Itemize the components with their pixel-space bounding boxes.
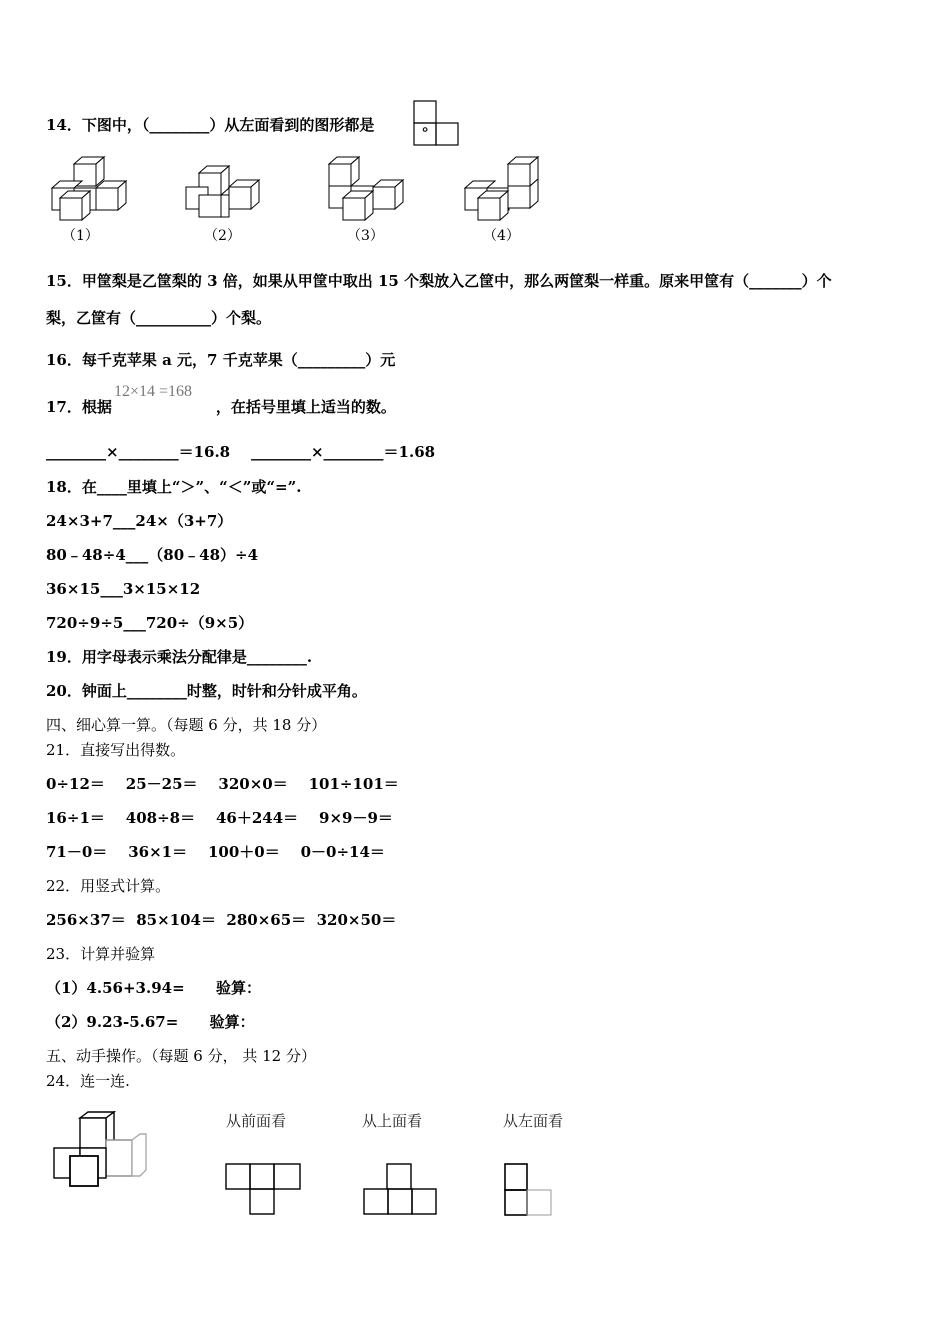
q22-title: 22．用竖式计算。 xyxy=(46,877,171,895)
q16-text: 16．每千克苹果 a 元，7 千克苹果（_________）元 xyxy=(46,351,396,369)
q22-row: 256×37＝ 85×104＝ 280×65＝ 320×50＝ xyxy=(46,911,397,929)
q23-item-2: （2）9.23-5.67= 验算： xyxy=(46,1013,255,1031)
q17-part-b: ，在括号里填上适当的数。 xyxy=(215,398,396,416)
q14-left-view-figure xyxy=(413,100,461,146)
section5-title: 五、动手操作。（每题 6 分， 共 12 分） xyxy=(46,1047,316,1065)
q24-label-front: 从前面看 xyxy=(226,1112,287,1130)
q18-item-2: 80﹣48÷4___（80﹣48）÷4 xyxy=(46,546,259,564)
q24-title: 24．连一连. xyxy=(46,1072,130,1090)
q14-blank: ________ xyxy=(149,116,210,134)
q14-caption-2: （2） xyxy=(204,228,241,244)
q14-cube-figure-4 xyxy=(462,156,544,222)
q18-item-4: 720÷9÷5___720÷（9×5） xyxy=(46,614,254,632)
q23-title: 23．计算并验算 xyxy=(46,945,156,963)
q14-cube-figure-3 xyxy=(326,156,408,222)
q14-text xyxy=(46,116,437,134)
q14-part-a: 14．下图中，（ xyxy=(46,116,150,134)
q14-caption-1: （1） xyxy=(62,228,99,244)
q20-text: 20．钟面上________时整，时针和分针成平角。 xyxy=(46,682,367,700)
q14-part-b: ）从左面看到的图形都是 xyxy=(209,116,375,134)
q17-text xyxy=(46,398,396,416)
q14-caption-4: （4） xyxy=(483,228,520,244)
q24-left-view-figure xyxy=(504,1163,560,1219)
q14-cube-figure-2 xyxy=(183,163,265,223)
q15-line2: 梨，乙筐有（__________）个梨。 xyxy=(46,309,272,327)
q18-item-1: 24×3+7___24×（3+7） xyxy=(46,512,233,530)
q14-part-c: 。 xyxy=(422,116,438,134)
section4-title: 四、细心算一算。（每题 6 分，共 18 分） xyxy=(46,716,327,734)
q24-label-left: 从左面看 xyxy=(503,1112,564,1130)
q14-cube-figure-1 xyxy=(44,156,124,222)
q18-text: 18．在____里填上“＞”、“＜”或“=”. xyxy=(46,478,302,496)
q14-caption-3: （3） xyxy=(347,228,384,244)
q15-line1: 15．甲筐梨是乙筐梨的 3 倍，如果从甲筐中取出 15 个梨放入乙筐中，那么两筐梨一样重。原来甲筐有（_______）个 xyxy=(46,272,832,290)
q17-line2: ________×________＝16.8 ________×________＝1.68 xyxy=(46,443,436,461)
q24-top-view-figure xyxy=(363,1163,443,1217)
q21-row-2: 16÷1＝ 408÷8＝ 46＋244＝ 9×9－9＝ xyxy=(46,809,393,827)
q18-item-3: 36×15___3×15×12 xyxy=(46,580,201,598)
q24-front-view-figure xyxy=(225,1163,305,1217)
q24-label-top: 从上面看 xyxy=(362,1112,423,1130)
q17-formula: 12×14 =168 xyxy=(114,383,193,400)
q23-item-1: （1）4.56+3.94= 验算： xyxy=(46,979,261,997)
q19-text: 19．用字母表示乘法分配律是________. xyxy=(46,648,313,666)
q17-part-a: 17．根据 xyxy=(46,398,112,416)
q24-cube-figure xyxy=(50,1110,160,1190)
q21-row-1: 0÷12＝ 25－25＝ 320×0＝ 101÷101＝ xyxy=(46,775,399,793)
q21-title: 21．直接写出得数。 xyxy=(46,741,186,759)
q21-row-3: 71－0＝ 36×1＝ 100＋0＝ 0－0÷14＝ xyxy=(46,843,385,861)
